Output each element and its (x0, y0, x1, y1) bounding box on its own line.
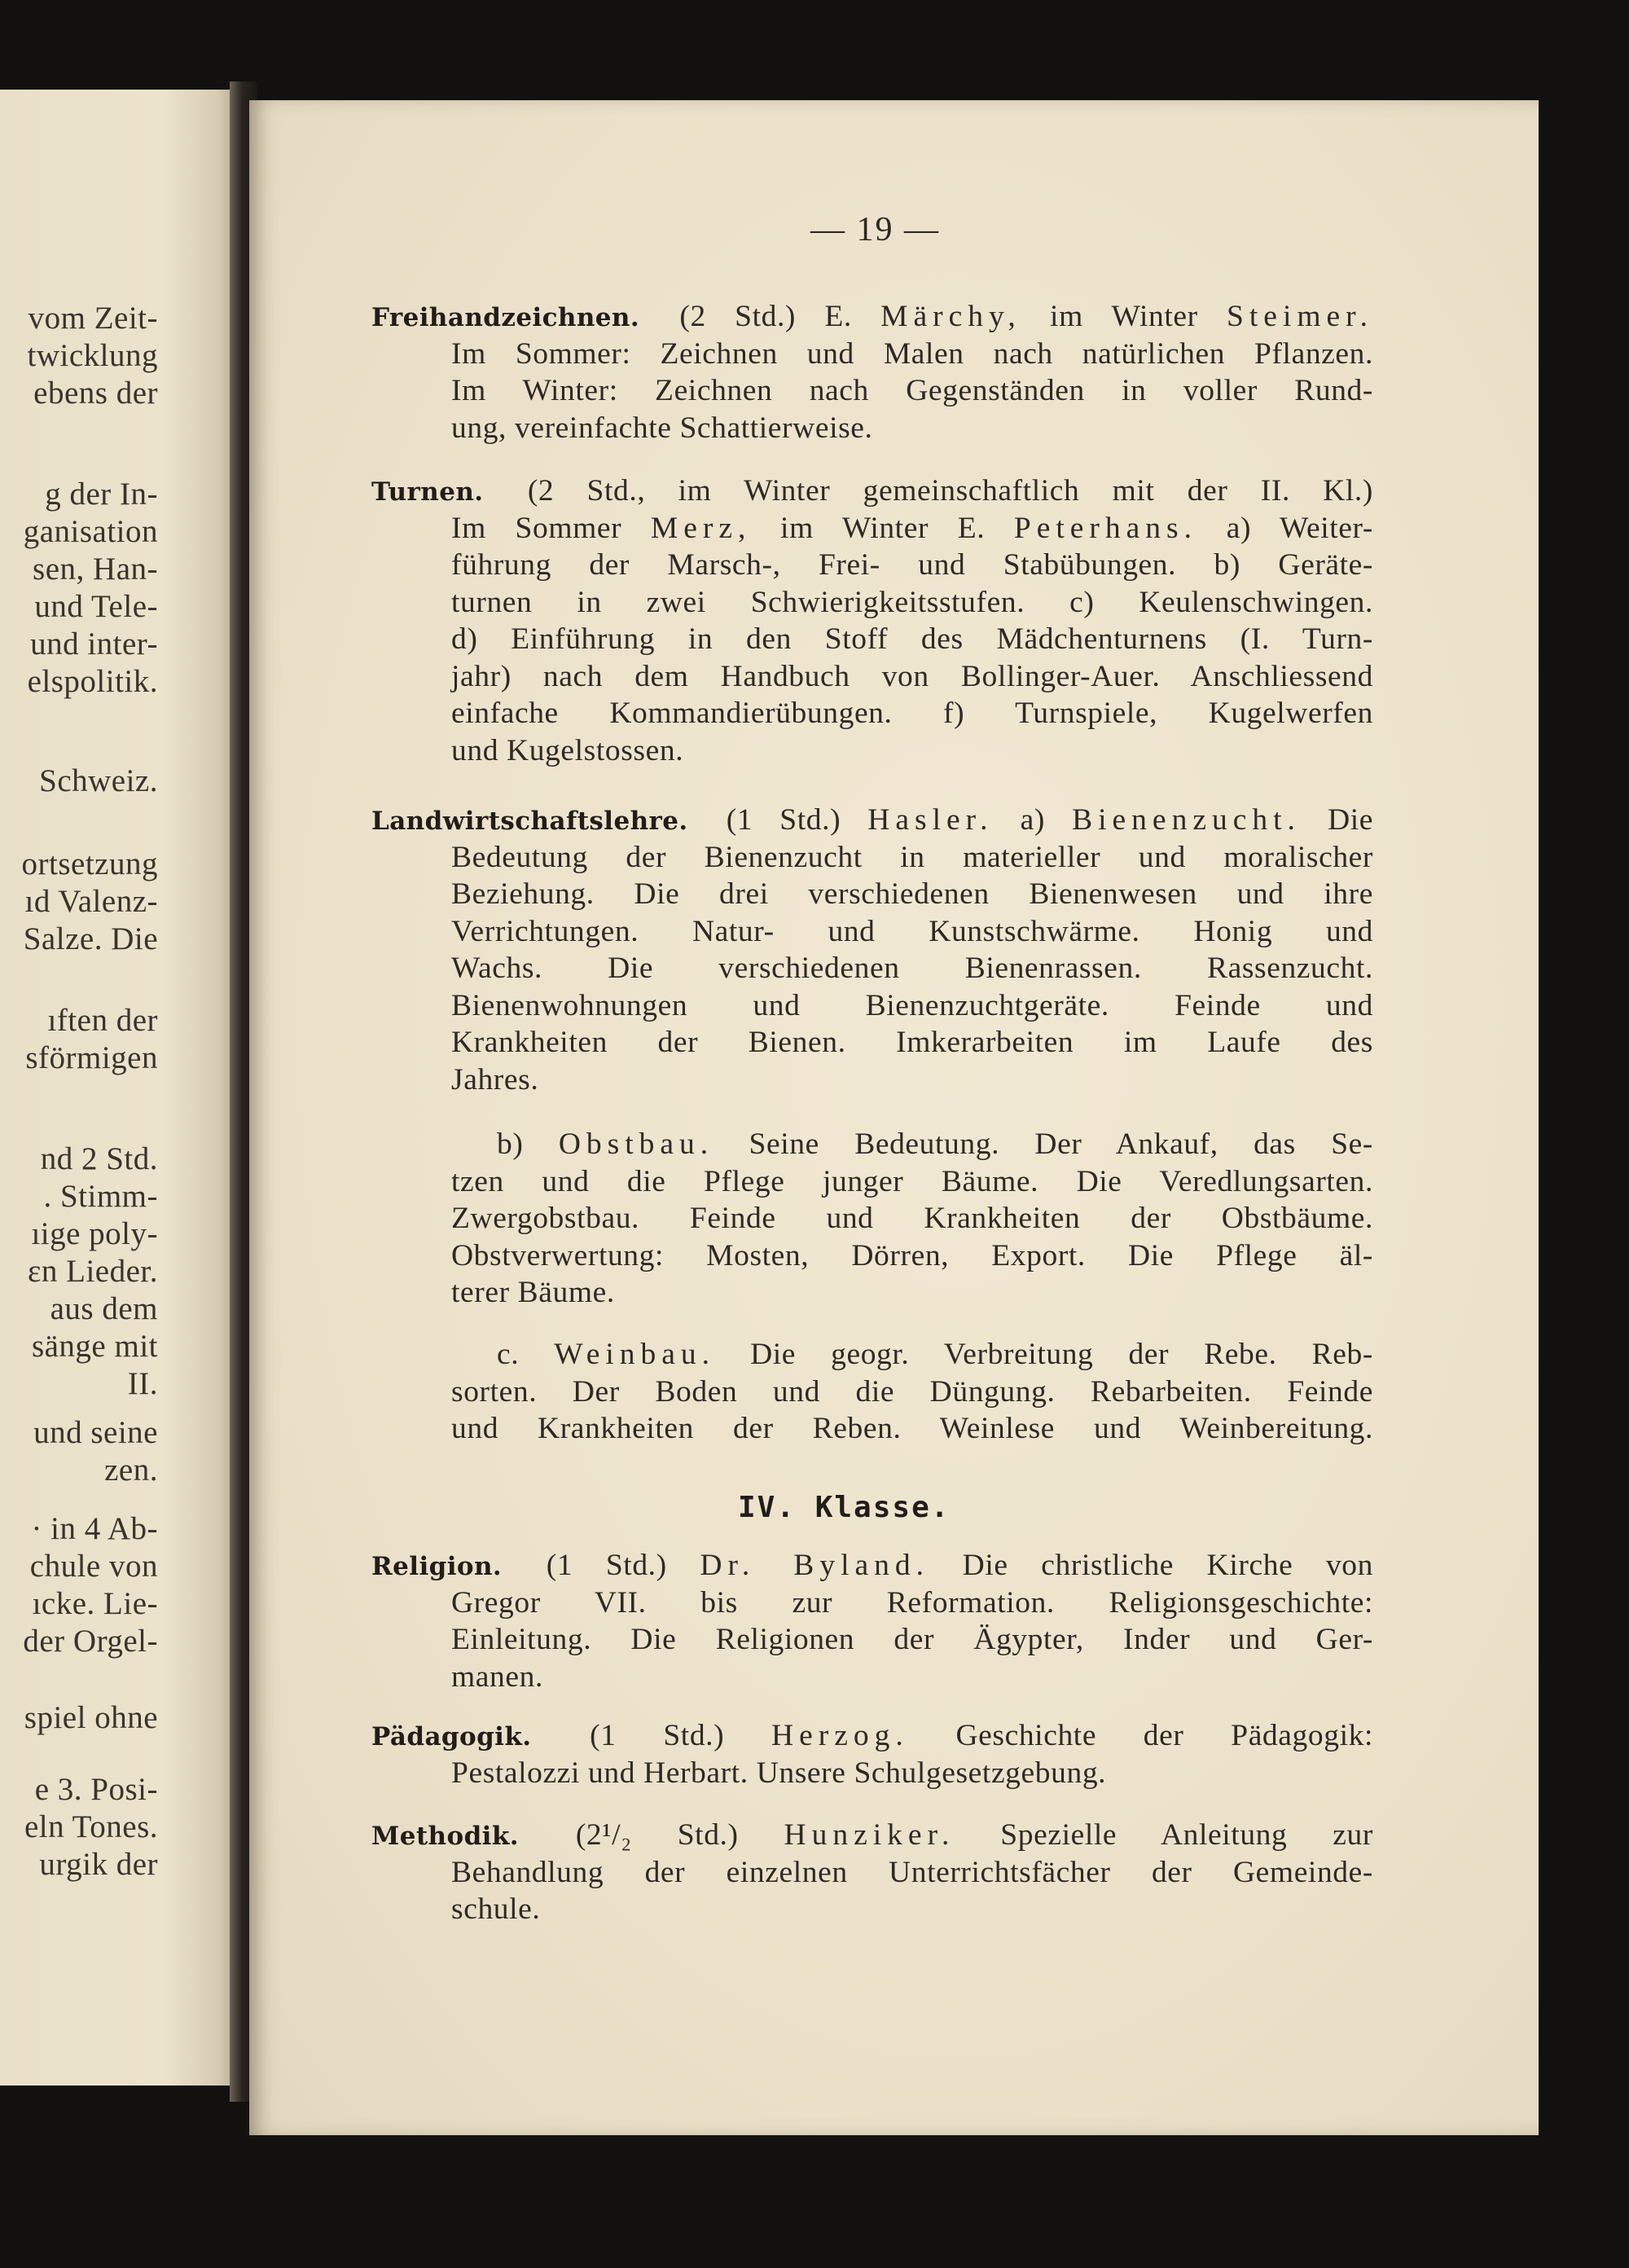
left-page-line: vom Zeit- (28, 301, 158, 336)
left-page-line: aus dem (50, 1291, 158, 1326)
text-line: manen. (451, 1659, 543, 1694)
text-fragment: c. (497, 1338, 520, 1371)
left-page-line: zen. (104, 1453, 158, 1488)
text-line: Bienenwohnungen und Bienenzuchtgeräte. Feinde und (451, 988, 1373, 1022)
section-first-line (371, 1817, 1373, 1854)
left-page-line: und Tele- (34, 589, 158, 624)
section-paedagogik (371, 1717, 1373, 1791)
section-heading: Freihandzeichnen. (371, 303, 640, 332)
section-heading: Religion. (371, 1552, 503, 1581)
teacher-name: Märchy, (880, 300, 1021, 333)
left-page-line: und seine (33, 1415, 158, 1450)
section-religion (371, 1547, 1373, 1695)
left-page-line: sen, Han- (33, 552, 158, 587)
text-line: Gregor VII. bis zur Reformation. Religionsgeschichte: (451, 1585, 1373, 1620)
text-fragment: Im Sommer (451, 511, 622, 545)
text-line: führung der Marsch-, Frei- und Stabübungen. b) Geräte- (451, 548, 1373, 582)
text-fragment: (2 Std., im Winter gemeinschaftlich mit der II. Kl.) (527, 474, 1373, 508)
text-line: jahr) nach dem Handbuch von Bollinger-Auer. Anschliessend (451, 659, 1373, 693)
teacher-name: Peterhans. (1013, 511, 1198, 545)
left-page-line: der Orgel- (23, 1624, 158, 1659)
text-line: und Kugelstossen. (451, 733, 684, 767)
section-second-line (371, 510, 1373, 547)
subsection-obstbau (371, 1126, 1373, 1312)
section-methodik (371, 1817, 1373, 1928)
left-page-line: und inter- (30, 626, 158, 662)
hours: (1 Std.) (590, 1719, 725, 1752)
text-line: Zwergobstbau. Feinde und Krankheiten der Obstbäume. (451, 1202, 1373, 1235)
text-line: Im Winter: Zeichnen nach Gegenständen in voller Rund- (451, 374, 1373, 407)
section-landwirtschaftslehre (371, 802, 1373, 1098)
text-line: Einleitung. Die Religionen der Ägypter, Inder und Ger- (451, 1623, 1373, 1656)
text-line: Behandlung der einzelnen Unterrichtsfächer der Gemeinde- (451, 1855, 1373, 1889)
left-page-line: g der In- (45, 477, 158, 512)
left-page-line: ıcke. Lie- (32, 1586, 158, 1621)
left-page-line: ıd Valenz- (24, 884, 158, 919)
text-line: Pestalozzi und Herbart. Unsere Schulgesetzgebung. (451, 1756, 1107, 1790)
hours: (2 Std.) E. (679, 300, 852, 333)
section-first-line (371, 1717, 1373, 1755)
text-fragment: Die (1328, 803, 1374, 837)
left-page-line: spiel ohne (24, 1700, 158, 1735)
text-line: d) Einführung in den Stoff des Mädchenturnens (I. Turn- (451, 622, 1373, 656)
section-first-line (371, 802, 1373, 839)
left-page-line: ortsetzung (21, 846, 158, 881)
text-line: Verrichtungen. Natur- und Kunstschwärme. Honig und (451, 914, 1373, 948)
text-line: turnen in zwei Schwierigkeitsstufen. c) Keulenschwingen. (451, 585, 1373, 619)
teacher-name: Herzog. (771, 1719, 909, 1752)
section-first-line (371, 298, 1373, 336)
section-heading: Pädagogik. (371, 1722, 532, 1752)
text-line: Obstverwertung: Mosten, Dörren, Export. Die Pflege äl- (451, 1238, 1373, 1272)
teacher-name: Steimer. (1227, 300, 1373, 333)
text-fragment: Seine Bedeutung. Der Ankauf, das Se- (749, 1127, 1374, 1161)
section-freihandzeichnen (371, 298, 1373, 446)
text-line: und Krankheiten der Reben. Weinlese und Weinbereitung. (451, 1412, 1373, 1445)
left-page-line: nd 2 Std. (40, 1141, 158, 1176)
subsection-title: Weinbau. (554, 1338, 716, 1371)
left-page-line: Salze. Die (23, 921, 158, 956)
text-fragment: b) (497, 1127, 524, 1161)
text-line: schule. (451, 1892, 541, 1926)
teacher-name: Merz, (650, 511, 752, 545)
text-line: Beziehung. Die drei verschiedenen Bienenwesen und ihre (451, 877, 1373, 911)
text-fragment: Geschichte der Pädagogik: (955, 1719, 1373, 1752)
teacher-name: Hasler. (867, 803, 994, 837)
left-page (0, 90, 236, 2086)
section-heading: Landwirtschaftslehre. (371, 807, 688, 836)
left-page-line: elspolitik. (27, 664, 158, 699)
text-line: einfache Kommandierübungen. f) Turnspiele, Kugelwerfen (451, 697, 1373, 730)
subsection-first-line (371, 1126, 1373, 1163)
text-line: Bedeutung der Bienenzucht in materieller und moralischer (451, 840, 1373, 874)
left-page-line: urgik der (39, 1847, 158, 1882)
left-page-line: twicklung (27, 338, 158, 373)
teacher-name: Hunziker. (784, 1818, 955, 1852)
page-number: — 19 — (810, 211, 940, 248)
class-heading: IV. Klasse. (738, 1491, 951, 1524)
subsection-first-line (371, 1336, 1373, 1374)
text-line: Im Sommer: Zeichnen und Malen nach natürlichen Pflanzen. (451, 336, 1373, 371)
section-heading: Methodik. (371, 1822, 519, 1851)
left-page-line: chule von (29, 1549, 158, 1584)
hours: (1 Std.) (726, 803, 841, 837)
left-page-line: e 3. Posi- (34, 1772, 158, 1807)
text-fragment: im Winter (1050, 300, 1198, 333)
text-line: Jahres. (451, 1062, 539, 1097)
left-page-line: . Stimm- (43, 1179, 158, 1214)
left-page-line: II. (127, 1366, 158, 1401)
text-line: Krankheiten der Bienen. Imkerarbeiten im Laufe des (451, 1026, 1373, 1059)
text-line: tzen und die Pflege junger Bäume. Die Veredlungsarten. (451, 1164, 1373, 1198)
hours: (1 Std.) (546, 1549, 667, 1582)
text-fragment: a) (1020, 803, 1045, 837)
left-page-line: ganisation (23, 514, 158, 549)
subsection-title: Obstbau. (558, 1127, 714, 1161)
section-heading: Turnen. (371, 477, 484, 507)
section-first-line (371, 1547, 1373, 1585)
subsection-weinbau (371, 1336, 1373, 1448)
hours: (2¹/₂ Std.) (575, 1818, 739, 1852)
text-fragment: im Winter E. (780, 511, 986, 545)
text-fragment: Die geogr. Verbreitung der Rebe. Reb- (750, 1338, 1373, 1371)
left-page-line: ɛn Lieder. (28, 1254, 158, 1289)
left-page-line: Schweiz. (39, 763, 158, 798)
text-fragment: Spezielle Anleitung zur (1000, 1818, 1373, 1852)
left-page-line: · in 4 Ab- (31, 1511, 158, 1546)
text-fragment: Die christliche Kirche von (962, 1549, 1374, 1582)
text-line: ung, vereinfachte Schattierweise. (451, 411, 873, 445)
subsection-title: Bienenzucht. (1072, 803, 1301, 837)
teacher-name: Dr. Byland. (700, 1549, 930, 1582)
left-page-line: ıige poly- (31, 1216, 158, 1251)
left-page-line: ıften der (47, 1003, 158, 1038)
text-line: Wachs. Die verschiedenen Bienenrassen. Rassenzucht. (451, 952, 1373, 985)
text-fragment: a) Weiter- (1226, 511, 1373, 545)
left-page-line: sänge mit (31, 1329, 158, 1364)
left-page-line: eln Tones. (24, 1809, 158, 1844)
left-page-line: ebens der (33, 376, 158, 411)
section-turnen (371, 472, 1373, 769)
section-first-line (371, 472, 1373, 510)
text-line: sorten. Der Boden und die Düngung. Rebarbeiten. Feinde (451, 1374, 1373, 1409)
text-line: terer Bäume. (451, 1276, 615, 1309)
left-page-line: sförmigen (25, 1040, 158, 1075)
